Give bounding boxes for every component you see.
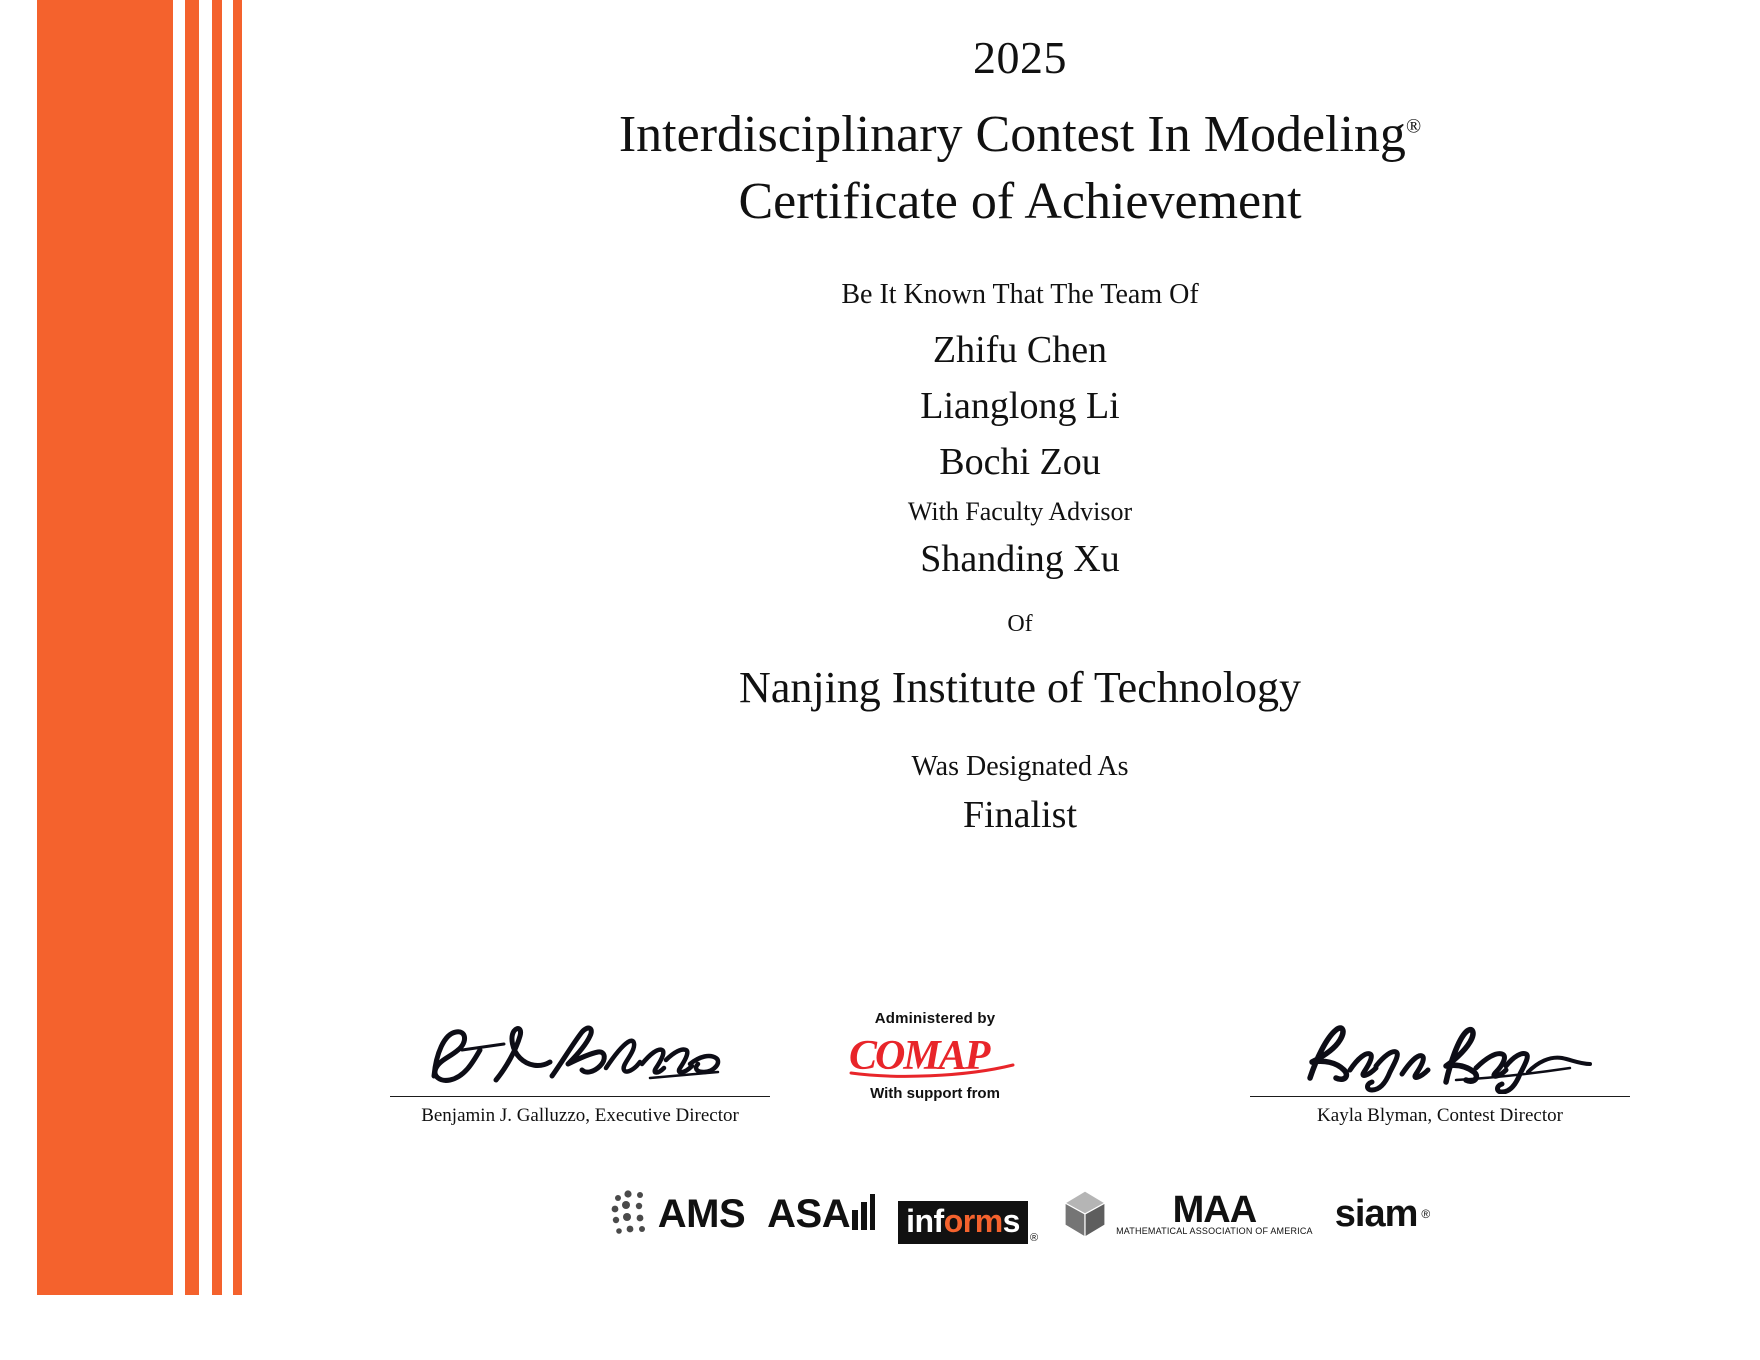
designation-award: Finalist — [962, 794, 1078, 837]
contest-year: 2025 — [973, 32, 1067, 83]
accent-bar-wide — [37, 0, 173, 1295]
signature-rule — [390, 1096, 770, 1097]
sponsor-logo-ams — [610, 1184, 745, 1244]
team-member-3: Bochi Zou — [939, 441, 1101, 484]
support-from-label: With support from — [870, 1085, 1000, 1102]
accent-bar-thin — [212, 0, 222, 1295]
signature-mark-icon — [390, 1020, 770, 1094]
asa-mark-icon — [850, 1192, 876, 1236]
sponsor-logo-asa — [767, 1184, 876, 1244]
svg-text:COMAP: COMAP — [849, 1033, 989, 1079]
informs-label: informs — [898, 1201, 1028, 1244]
ams-label: AMS — [657, 1191, 746, 1236]
maa-sublabel: MATHEMATICAL ASSOCIATION OF AMERICA — [1116, 1226, 1313, 1237]
decorative-left-bars — [0, 0, 280, 1295]
asa-label: ASA — [767, 1191, 851, 1236]
advisor-label: With Faculty Advisor — [907, 497, 1133, 527]
maa-label: MAA — [1172, 1188, 1257, 1231]
accent-bar-medium — [185, 0, 199, 1295]
institution-name: Nanjing Institute of Technology — [739, 663, 1301, 713]
signature-rule — [1250, 1096, 1630, 1097]
lead-line: Be It Known That The Team Of — [841, 278, 1199, 310]
siam-registered-icon: ® — [1421, 1207, 1431, 1221]
maa-polyhedron-icon — [1060, 1189, 1110, 1239]
certificate-title: Certificate of Achievement — [738, 172, 1302, 230]
designated-label: Was Designated As — [911, 751, 1129, 783]
signature-caption-executive-director: Benjamin J. Galluzzo, Executive Director — [421, 1105, 739, 1126]
ams-dots-icon — [610, 1188, 656, 1240]
informs-registered-icon: ® — [1029, 1232, 1039, 1244]
signature-caption-contest-director: Kayla Blyman, Contest Director — [1317, 1105, 1563, 1126]
contest-title-text: Interdisciplinary Contest In Modeling — [618, 106, 1406, 164]
administration-block — [815, 1010, 1055, 1102]
advisor-name: Shanding Xu — [920, 538, 1120, 581]
informs-accent-letters: orm — [943, 1203, 1003, 1239]
team-member-1: Zhifu Chen — [932, 328, 1108, 371]
sponsor-logo-maa — [1060, 1184, 1313, 1244]
sponsor-logo-siam — [1335, 1184, 1430, 1244]
contest-title — [280, 106, 1760, 164]
sponsor-logo-row — [280, 1178, 1760, 1250]
siam-label: siam — [1334, 1192, 1418, 1235]
maa-text-stack — [1116, 1188, 1313, 1237]
administered-by-label: Administered by — [874, 1010, 996, 1027]
of-label: Of — [1007, 611, 1033, 638]
registered-trademark-icon: ® — [1405, 115, 1422, 138]
team-member-2: Lianglong Li — [920, 384, 1120, 427]
signature-block-executive-director — [390, 1020, 770, 1127]
comap-logo-icon — [815, 1031, 1055, 1079]
signature-block-contest-director — [1250, 1020, 1630, 1127]
signature-mark-icon — [1250, 1020, 1630, 1094]
accent-bar-thin-secondary — [233, 0, 242, 1295]
sponsor-logo-informs — [898, 1184, 1038, 1244]
